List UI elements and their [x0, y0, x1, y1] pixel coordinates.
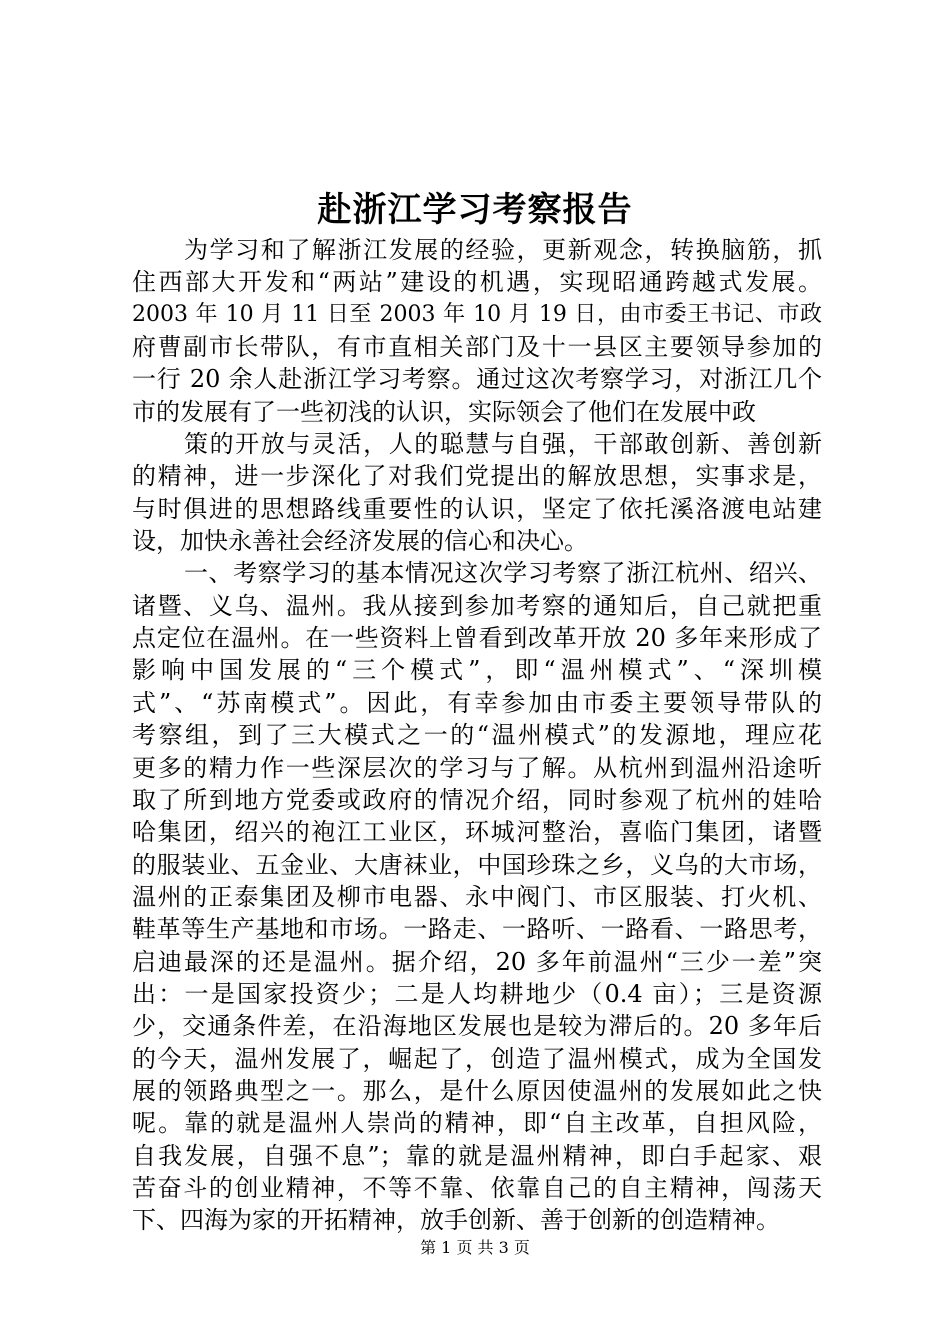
body-line: 一行 20 余人赴浙江学习考察。通过这次考察学习，对浙江几个 [132, 365, 822, 394]
body-line: 温州的正泰集团及柳市电器、永中阀门、市区服装、打火机、 [132, 882, 822, 911]
body-line: 展的领路典型之一。那么，是什么原因使温州的发展如此之快 [132, 1076, 822, 1105]
body-line: 一、考察学习的基本情况这次学习考察了浙江杭州、绍兴、 [184, 559, 822, 588]
body-line: 诸暨、义乌、温州。我从接到参加考察的通知后，自己就把重 [132, 591, 822, 620]
body-line: 的今天，温州发展了，崛起了，创造了温州模式，成为全国发 [132, 1044, 822, 1073]
body-line: 下、四海为家的开拓精神，放手创新、善于创新的创造精神。 [132, 1206, 780, 1235]
body-line: 与时俱进的思想路线重要性的认识，坚定了依托溪洛渡电站建 [132, 494, 822, 523]
body-line: 策的开放与灵活，人的聪慧与自强，干部敢创新、善创新 [184, 430, 822, 459]
body-line: 出：一是国家投资少；二是人均耕地少（0.4 亩）；三是资源 [132, 979, 822, 1008]
body-line: 影响中国发展的“三个模式”，即“温州模式”、“深圳模 [132, 656, 822, 685]
body-line: 的精神，进一步深化了对我们党提出的解放思想，实事求是， [132, 462, 822, 491]
document-body [132, 234, 822, 1237]
body-line: 呢。靠的就是温州人崇尚的精神，即“自主改革，自担风险， [132, 1109, 822, 1138]
body-line: 更多的精力作一些深层次的学习与了解。从杭州到温州沿途听 [132, 753, 822, 782]
body-line: 府曹副市长带队，有市直相关部门及十一县区主要领导参加的 [132, 333, 822, 362]
page-number: 第 1 页 共 3 页 [420, 1238, 530, 1257]
body-line: 点定位在温州。在一些资料上曾看到改革开放 20 多年来形成了 [132, 624, 822, 653]
body-line: 式”、“苏南模式”。因此，有幸参加由市委主要领导带队的 [132, 688, 822, 717]
body-line: 自我发展，自强不息”；靠的就是温州精神，即白手起家、艰 [132, 1141, 822, 1170]
body-line: 设，加快永善社会经济发展的信心和决心。 [132, 527, 588, 556]
body-line: 2003 年 10 月 11 日至 2003 年 10 月 19 日，由市委王书记、市政 [132, 301, 822, 327]
body-line: 为学习和了解浙江发展的经验，更新观念，转换脑筋，抓 [184, 236, 822, 264]
body-line: 苦奋斗的创业精神，不等不靠、依靠自己的自主精神，闯荡天 [132, 1173, 822, 1202]
body-line: 的服装业、五金业、大唐袜业，中国珍珠之乡，义乌的大市场， [132, 850, 822, 879]
body-line: 少，交通条件差，在沿海地区发展也是较为滞后的。20 多年后 [132, 1012, 822, 1041]
body-line: 考察组，到了三大模式之一的“温州模式”的发源地，理应花 [132, 721, 822, 750]
body-line: 取了所到地方党委或政府的情况介绍，同时参观了杭州的娃哈 [132, 785, 822, 814]
body-line: 启迪最深的还是温州。据介绍，20 多年前温州“三少一差”突 [132, 947, 822, 976]
body-line: 市的发展有了一些初浅的认识，实际领会了他们在发展中政 [132, 397, 756, 426]
body-line: 住西部大开发和“两站”建设的机遇，实现昭通跨越式发展。 [132, 268, 822, 297]
body-line: 鞋革等生产基地和市场。一路走、一路听、一路看、一路思考， [132, 915, 822, 944]
document-title: 赴浙江学习考察报告 [317, 190, 633, 230]
body-line: 哈集团，绍兴的袍江工业区，环城河整治，喜临门集团，诸暨 [132, 818, 822, 847]
